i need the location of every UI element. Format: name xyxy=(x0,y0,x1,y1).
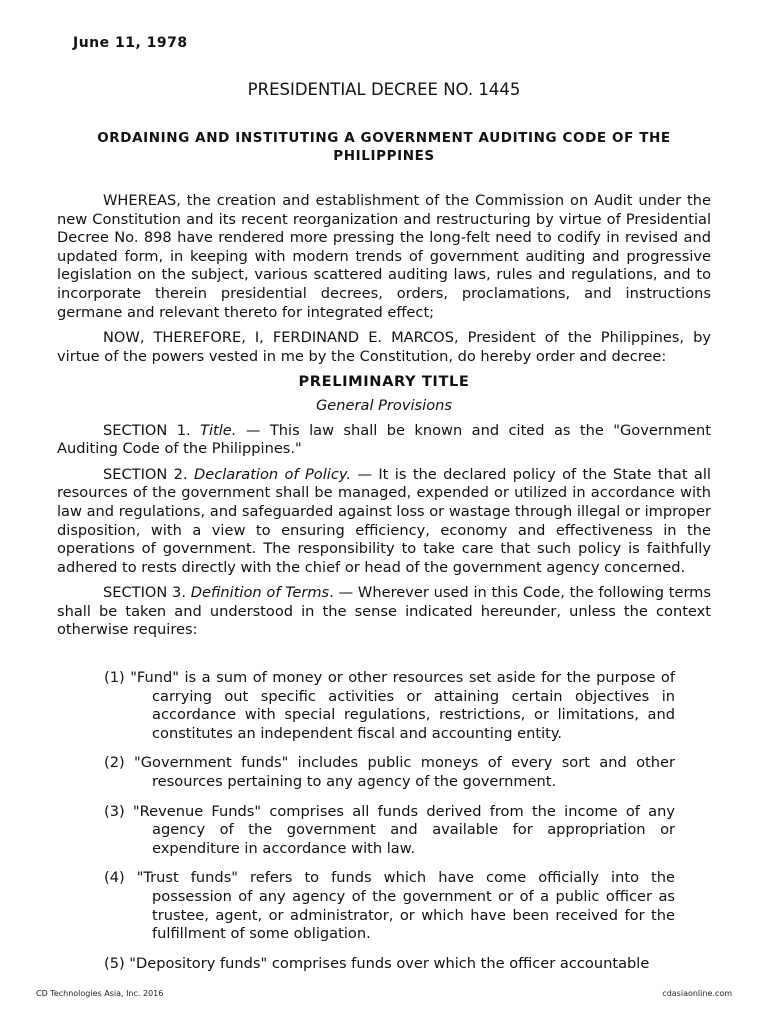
now-therefore-clause: NOW, THEREFORE, I, FERDINAND E. MARCOS, President of the Philippines, by virtue of the powers vested in me by the Constitution, do hereby order and decree: xyxy=(57,329,711,365)
section-3-text: . — Wherever used in this Code, the following terms shall be taken and understood in the sense indicated hereunder, unless the context otherwise requires: xyxy=(57,584,712,639)
decree-title: PRESIDENTIAL DECREE NO. 1445 xyxy=(247,80,521,99)
definition-item: (1) "Fund" is a sum of money or other resources set aside for the purpose of carrying out specific activities or attaining certain objectives in accordance with special regulations, restrictions, or limitations, and constitutes an independent fiscal and accounting entity. xyxy=(104,669,675,742)
footer-publisher: CD Technologies Asia, Inc. 2016 xyxy=(36,989,164,998)
definition-item: (5) "Depository funds" comprises funds over which the officer accountable xyxy=(104,954,650,972)
section-1-title: Title. xyxy=(200,421,237,439)
definitions-list xyxy=(104,669,675,984)
section-1-lead: SECTION 1. xyxy=(103,421,191,439)
general-provisions-heading: General Provisions xyxy=(315,396,452,414)
section-3-lead: SECTION 3. xyxy=(103,584,186,602)
section-2 xyxy=(57,466,711,578)
footer-website: cdasiaonline.com xyxy=(662,989,732,998)
preliminary-title-heading: PRELIMINARY TITLE xyxy=(298,373,470,391)
definition-item: (2) "Government funds" includes public moneys of every sort and other resources pertaining to any agency of the government. xyxy=(104,754,675,790)
decree-date: June 11, 1978 xyxy=(73,35,188,51)
section-1-text: — This law shall be known and cited as the "Government Auditing Code of the Philippines." xyxy=(57,421,711,458)
definition-item: (4) "Trust funds" refers to funds which have come officially into the possession of any agency of the government or of a public officer as trustee, agent, or administrator, or which have been received for the fulfillment of some obligation. xyxy=(104,869,675,943)
section-2-title: Declaration of Policy. xyxy=(194,465,351,483)
section-3-title: Definition of Terms xyxy=(190,584,330,602)
section-1 xyxy=(57,422,711,459)
section-3 xyxy=(57,584,711,640)
section-2-text: — It is the declared policy of the State that all resources of the government shall be managed, expended or utilized in accordance with law and regulations, and safeguarded against loss or wastage through illegal or improper disposition, with a view to ensuring efficiency, economy and effectiveness in the operations of government. The responsibility to take care that such policy is faithfully adhered to rests directly with the chief or head of the government agency concerned. xyxy=(57,465,711,576)
definition-item: (3) "Revenue Funds" comprises all funds derived from the income of any agency of the government and available for appropriation or expenditure in accordance with law. xyxy=(104,802,675,857)
section-2-lead: SECTION 2. xyxy=(103,465,188,483)
decree-subtitle: ORDAINING AND INSTITUTING A GOVERNMENT AUDITING CODE OF THE PHILIPPINES xyxy=(97,130,671,164)
decree-body xyxy=(57,192,711,640)
whereas-clause: WHEREAS, the creation and establishment of the Commission on Audit under the new Constitution and its recent reorganization and restructuring by virtue of Presidential Decree No. 898 have rendered more pressing the long-felt need to codify in revised and updated form, in keeping with modern trends of government auditing and progressive legislation on the subject, various scattered auditing laws, rules and regulations, and to incorporate therein presidential decrees, orders, proclamations, and instructions germane and relevant thereto for integrated effect; xyxy=(57,192,711,321)
